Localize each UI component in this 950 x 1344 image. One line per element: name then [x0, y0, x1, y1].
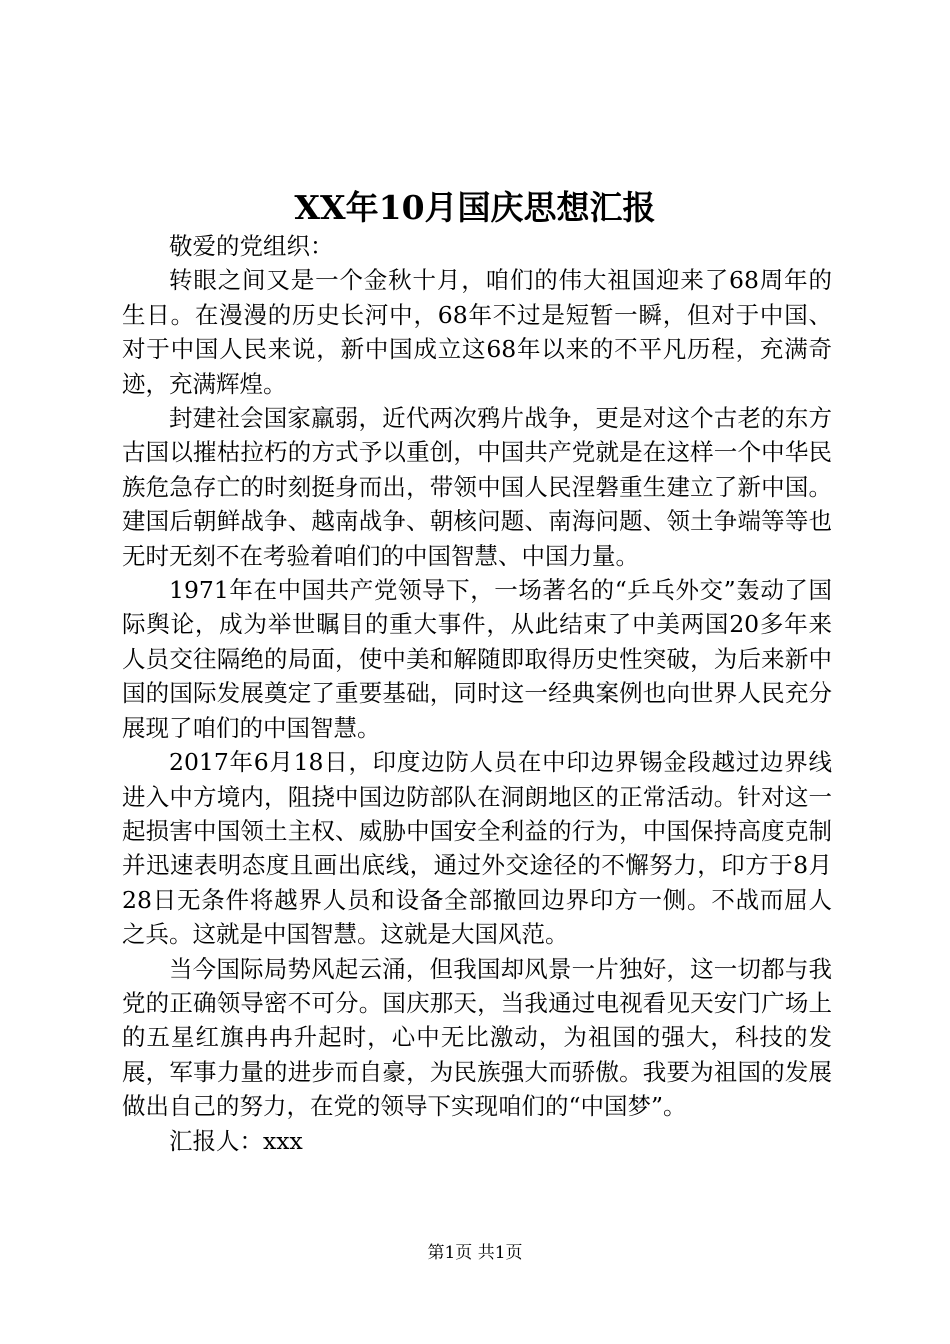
document-body — [122, 229, 832, 1158]
paragraph-4: 2017年6月18日，印度边防人员在中印边界锡金段越过边界线进入中方境内，阻挠中国边防部队在洞朗地区的正常活动。针对这一起损害中国领土主权、威胁中国安全利益的行为，中国保持高度克制并迅速表明态度且画出底线，通过外交途径的不懈努力，印方于8月28日无条件将越界人员和设备全部撤回边界印方一侧。不战而屈人之兵。这就是中国智慧。这就是大国风范。 — [122, 748, 832, 949]
paragraph-3: 1971年在中国共产党领导下，一场著名的“乒乓外交”轰动了国际舆论，成为举世瞩目的重大事件，从此结束了中美两国20多年来人员交往隔绝的局面，使中美和解随即取得历史性突破，为后来新中国的国际发展奠定了重要基础，同时这一经典案例也向世界人民充分展现了咱们的中国智慧。 — [122, 576, 832, 742]
document-title: XX年10月国庆思想汇报 — [294, 188, 656, 227]
paragraph-2: 封建社会国家羸弱，近代两次鸦片战争，更是对这个古老的东方古国以摧枯拉朽的方式予以重创，中国共产党就是在这样一个中华民族危急存亡的时刻挺身而出，带领中国人民涅磐重生建立了新中国。建国后朝鲜战争、越南战争、朝核问题、南海问题、领土争端等等也无时无刻不在考验着咱们的中国智慧、中国力量。 — [122, 404, 832, 570]
paragraph-1: 转眼之间又是一个金秋十月，咱们的伟大祖国迎来了68周年的生日。在漫漫的历史长河中，68年不过是短暂一瞬，但对于中国、对于中国人民来说，新中国成立这68年以来的不平凡历程，充满奇迹，充满辉煌。 — [122, 266, 832, 398]
page-footer: 第1页 共1页 — [427, 1243, 523, 1263]
signature: 汇报人：xxx — [169, 1126, 303, 1155]
salutation: 敬爱的党组织： — [169, 232, 334, 260]
paragraph-5: 当今国际局势风起云涌，但我国却风景一片独好，这一切都与我党的正确领导密不可分。国庆那天，当我通过电视看见天安门广场上的五星红旗冉冉升起时，心中无比激动，为祖国的强大，科技的发展，军事力量的进步而自豪，为民族强大而骄傲。我要为祖国的发展做出自己的努力，在党的领导下实现咱们的“中国梦”。 — [122, 954, 832, 1121]
